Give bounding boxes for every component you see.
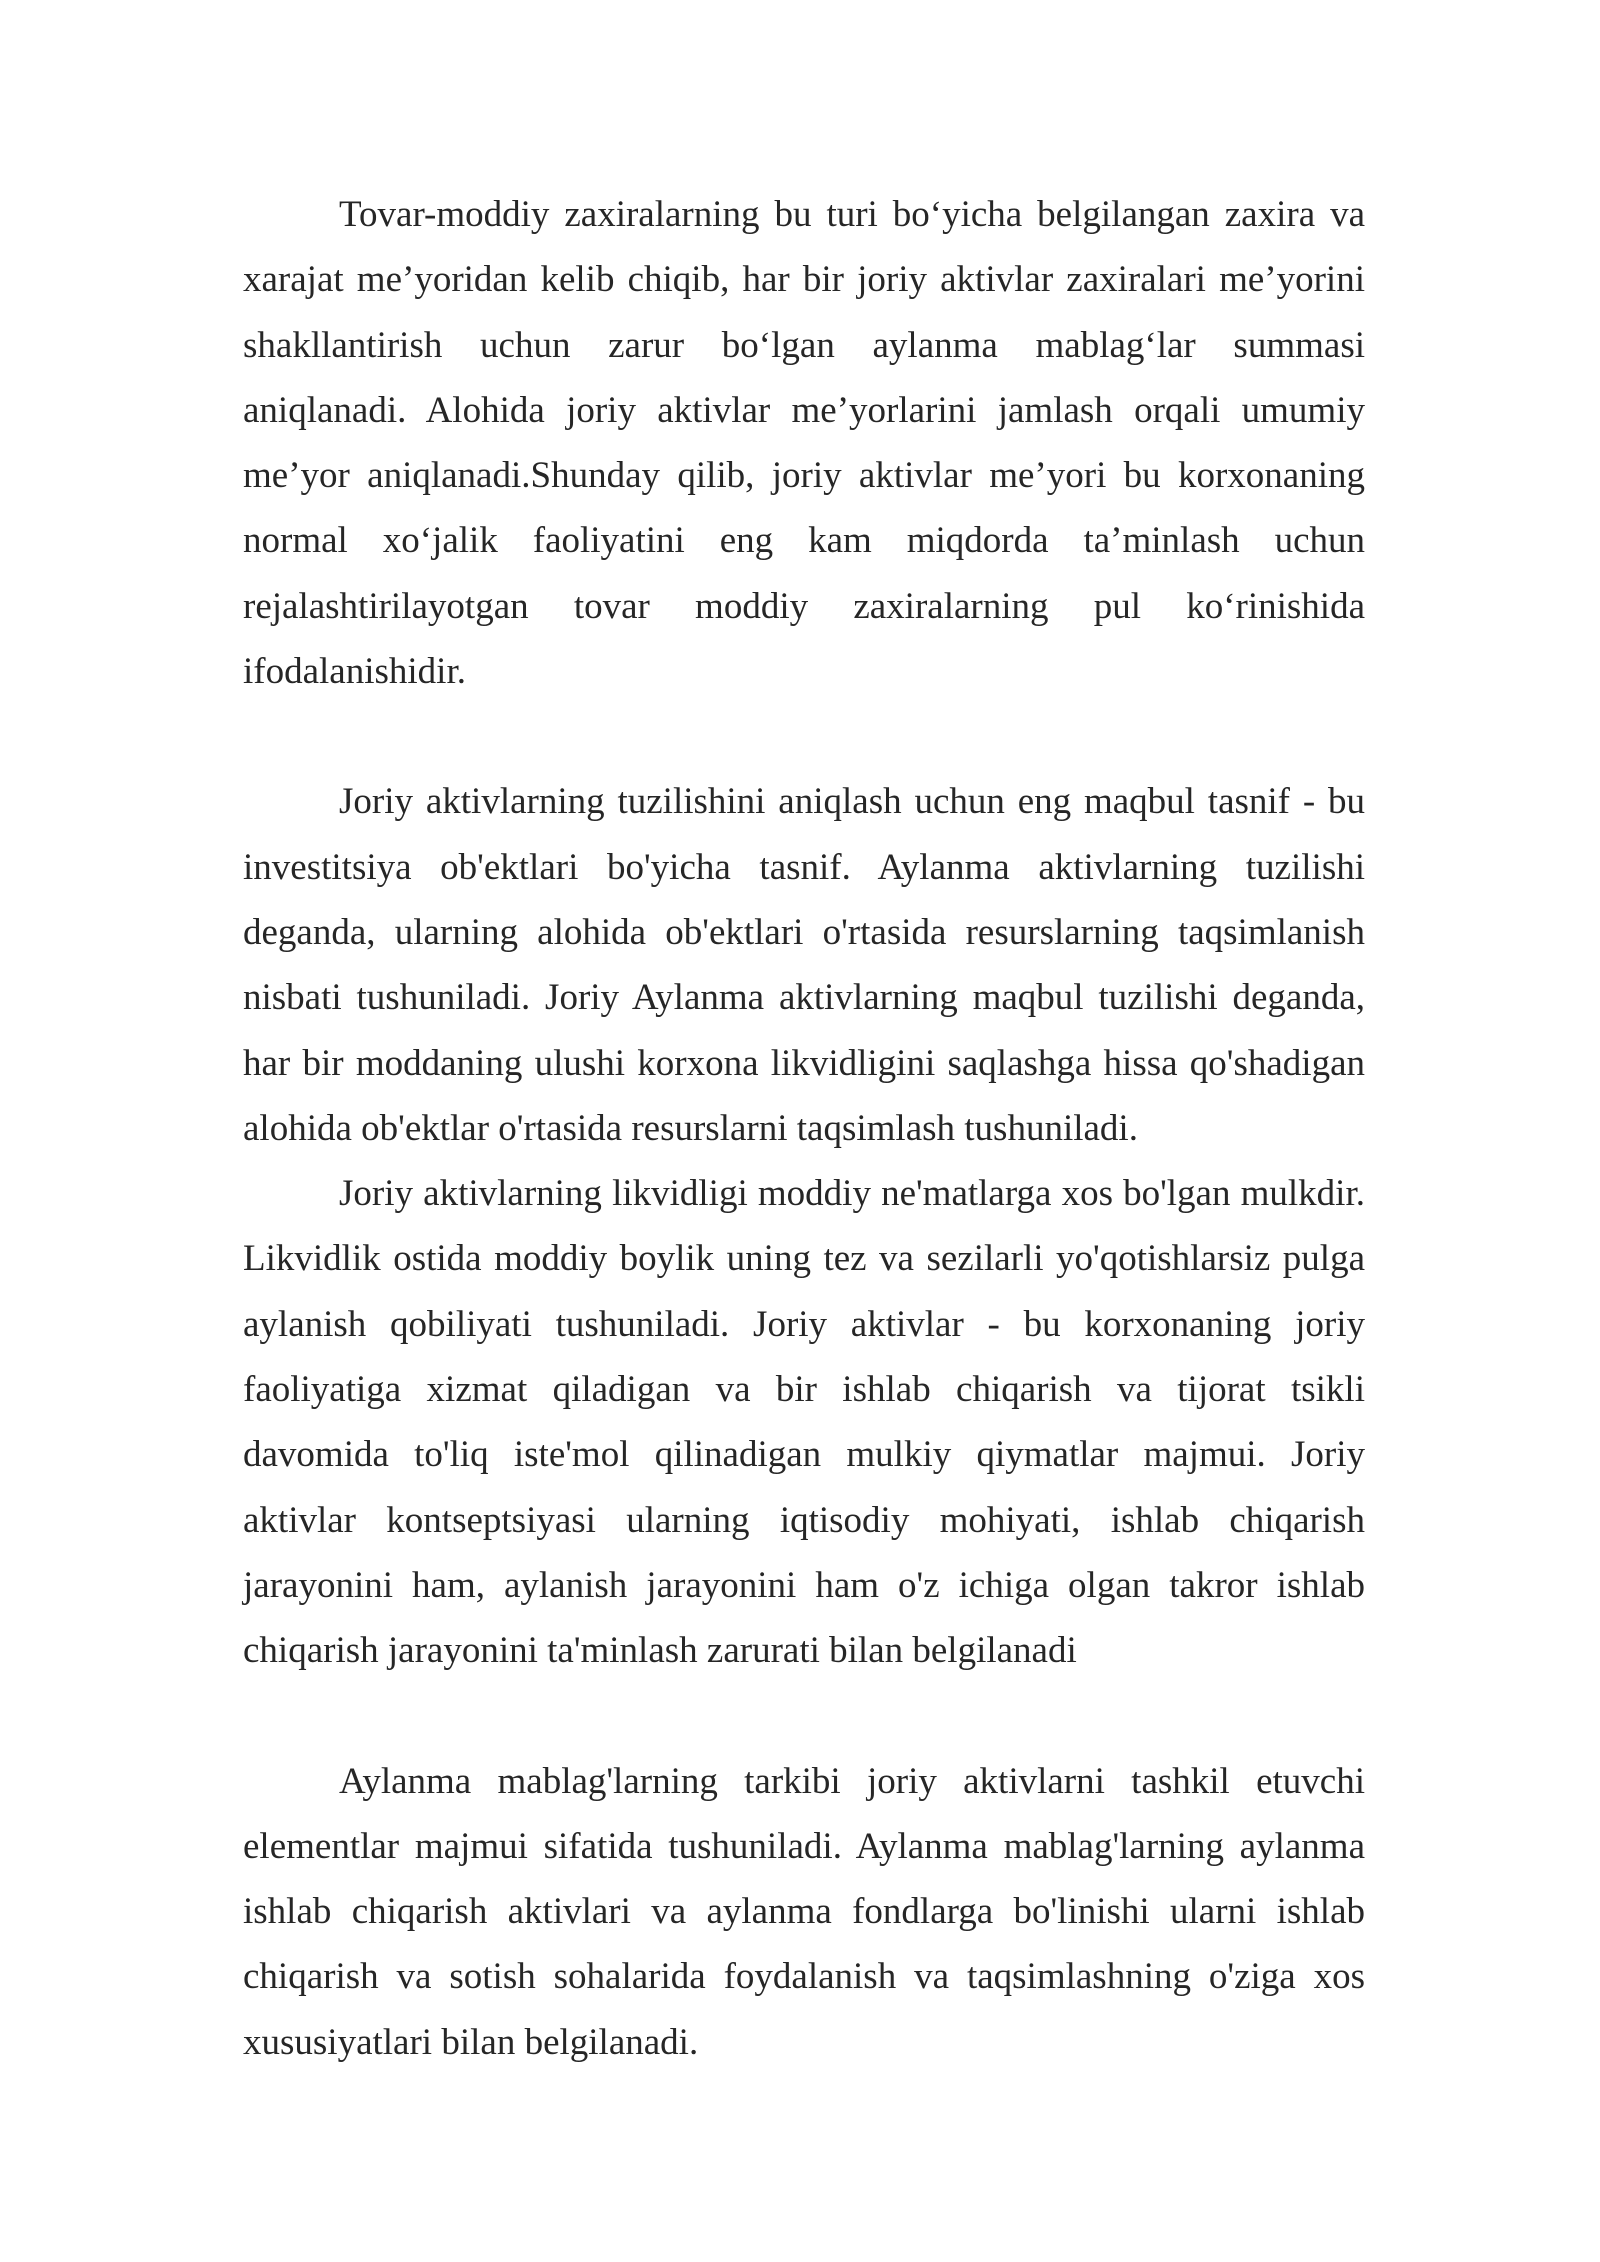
paragraph-asset-structure: Joriy aktivlarning tuzilishini aniqlash uchun eng maqbul tasnif - bu investitsiya ob'ektlari bo'yicha tasnif. Aylanma aktivlarning tuzilishi deganda, ularning alohida ob'ektlari o'rtasida resurslarning taqsimlanish nisbati tushuniladi. Joriy Aylanma aktivlarning maqbul tuzilishi deganda, har bir moddaning ulushi korxona likvidligini saqlashga hissa qo'shadigan alohida ob'ektlar o'rtasida resurslarni taqsimlash tushuniladi. <box>243 781 1365 1149</box>
document-body <box>243 182 1365 2075</box>
paragraph-inventory-norms: Tovar-moddiy zaxiralarning bu turi bo‘yicha belgilangan zaxira va xarajat me’yoridan kelib chiqib, har bir joriy aktivlar zaxiralari me’yorini shakllantirish uchun zarur bo‘lgan aylanma mablag‘lar summasi aniqlanadi. Alohida joriy aktivlar me’yorlarini jamlash orqali umumiy me’yor aniqlanadi.Shunday qilib, joriy aktivlar me’yori bu korxonaning normal xo‘jalik faoliyatini eng kam miqdorda ta’minlash uchun rejalashtirilayotgan tovar moddiy zaxiralarning pul ko‘rinishida ifodalanishidir. <box>243 194 1365 693</box>
paragraph-liquidity: Joriy aktivlarning likvidligi moddiy ne'matlarga xos bo'lgan mulkdir. Likvidlik ostida moddiy boylik uning tez va sezilarli yo'qotishlarsiz pulga aylanish qobiliyati tushuniladi. Joriy aktivlar - bu korxonaning joriy faoliyatiga xizmat qiladigan va bir ishlab chiqarish va tijorat tsikli davomida to'liq iste'mol qilinadigan mulkiy qiymatlar majmui. Joriy aktivlar kontseptsiyasi ularning iqtisodiy mohiyati, ishlab chiqarish jarayonini ham, aylanish jarayonini ham o'z ichiga olgan takror ishlab chiqarish jarayonini ta'minlash zarurati bilan belgilanadi <box>243 1173 1365 1672</box>
paragraph-working-capital-composition: Aylanma mablag'larning tarkibi joriy aktivlarni tashkil etuvchi elementlar majmui sifatida tushuniladi. Aylanma mablag'larning aylanma ishlab chiqarish aktivlari va aylanma fondlarga bo'linishi ularni ishlab chiqarish va sotish sohalarida foydalanish va taqsimlashning o'ziga xos xususiyatlari bilan belgilanadi. <box>243 1760 1365 2063</box>
